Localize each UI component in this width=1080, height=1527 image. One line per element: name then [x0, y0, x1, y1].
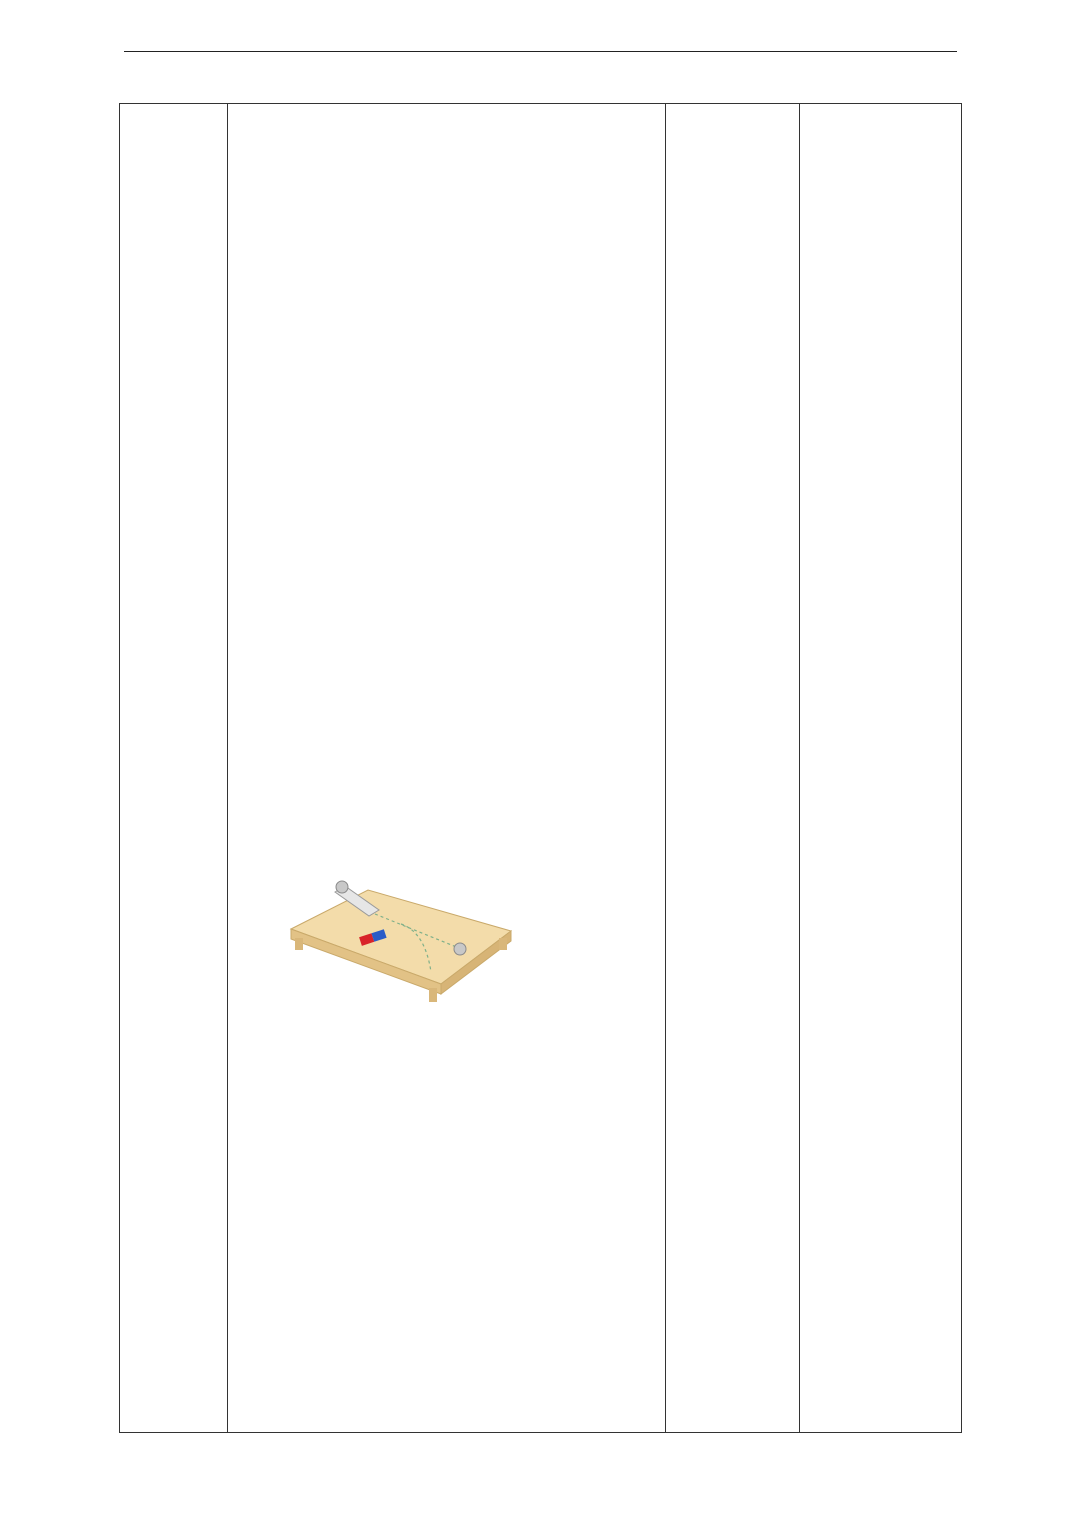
table-leg — [429, 988, 437, 1002]
lesson-table — [119, 103, 962, 1433]
ball-end — [454, 943, 466, 955]
experiment-illustration — [283, 876, 515, 1006]
column-divider-1 — [227, 103, 228, 1433]
header-rule — [124, 51, 957, 52]
table-leg — [499, 938, 507, 950]
column-divider-3 — [799, 103, 800, 1433]
table-leg — [295, 938, 303, 950]
column-divider-2 — [665, 103, 666, 1433]
ball-start — [336, 881, 348, 893]
